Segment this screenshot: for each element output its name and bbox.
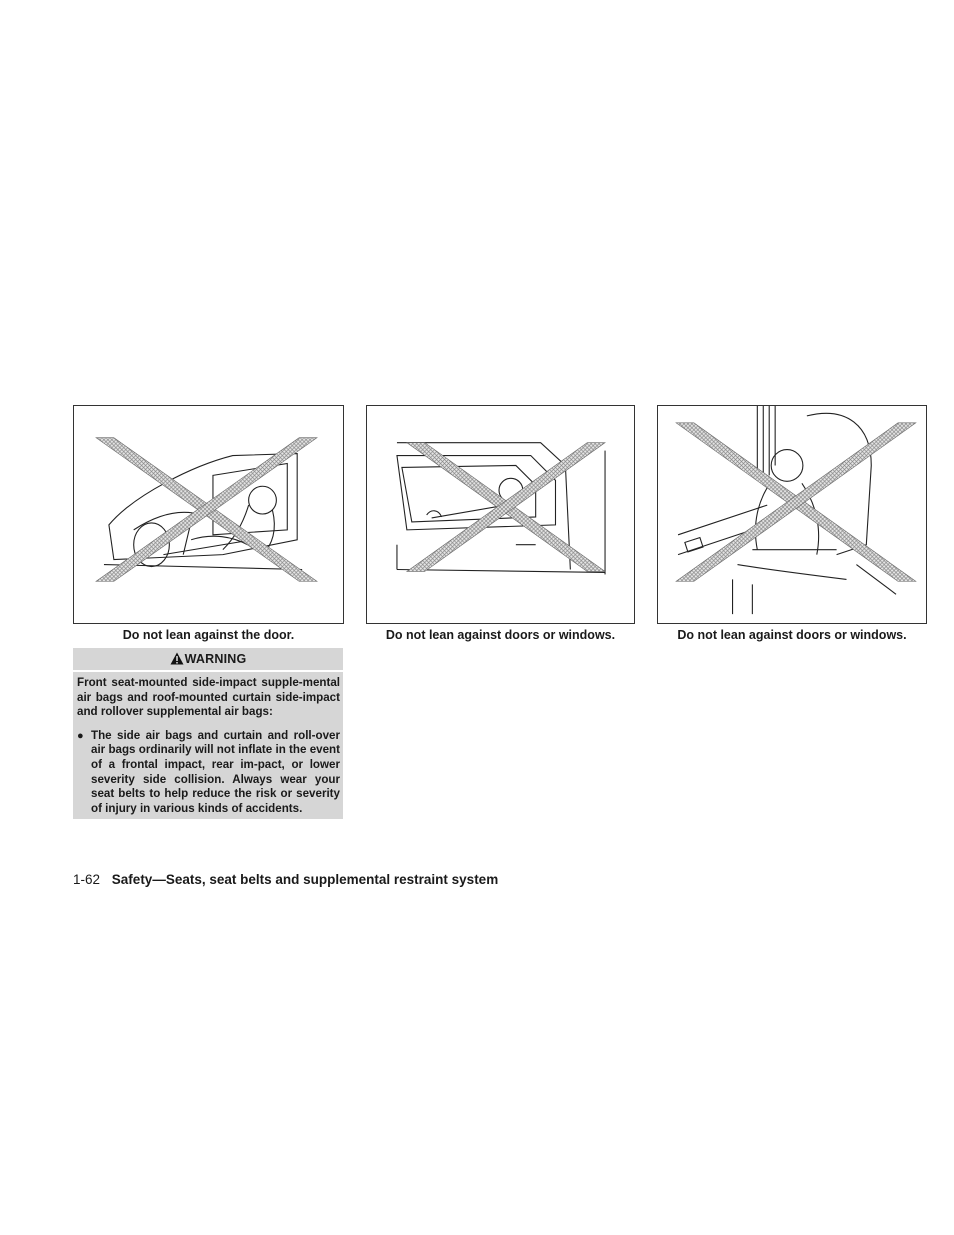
prohibited-x-icon bbox=[96, 438, 317, 582]
figure-lean-window bbox=[366, 405, 635, 624]
warning-intro: Front seat-mounted side-impact supple-mental air bags and roof-mounted curtain side-impact and rollover supplemental air bags: bbox=[77, 676, 340, 719]
page-footer bbox=[73, 872, 498, 887]
illustration-driver-leaning-door bbox=[74, 406, 343, 623]
prohibited-x-icon bbox=[676, 423, 916, 582]
warning-body bbox=[73, 672, 343, 819]
warning-title: WARNING bbox=[184, 652, 247, 666]
warning-bullet-item bbox=[77, 729, 340, 817]
warning-bullet-text: The side air bags and curtain and roll-over air bags ordinarily will not inflate in the event of a frontal impact, rear im-pact, or lower severity side collision. Always wear your seat belts to help reduce the risk or severity of injury in various kinds of accidents. bbox=[91, 728, 340, 815]
figure-caption: Do not lean against doors or windows. bbox=[677, 628, 907, 642]
bullet-icon: ● bbox=[77, 729, 84, 742]
figure-lean-door bbox=[73, 405, 344, 624]
figure-lean-side bbox=[657, 405, 927, 624]
section-title: Safety—Seats, seat belts and supplemental restraint system bbox=[111, 872, 499, 887]
prohibited-x-icon bbox=[407, 443, 605, 572]
illustration-rear-passenger-leaning bbox=[658, 406, 926, 623]
page-number: 1-62 bbox=[73, 872, 101, 887]
warning-header bbox=[73, 648, 343, 672]
warning-box bbox=[73, 648, 343, 819]
figure-caption: Do not lean against the door. bbox=[122, 628, 295, 642]
illustration-passenger-leaning-window bbox=[367, 406, 634, 623]
figure-caption: Do not lean against doors or windows. bbox=[385, 628, 616, 642]
warning-triangle-icon bbox=[170, 652, 184, 665]
